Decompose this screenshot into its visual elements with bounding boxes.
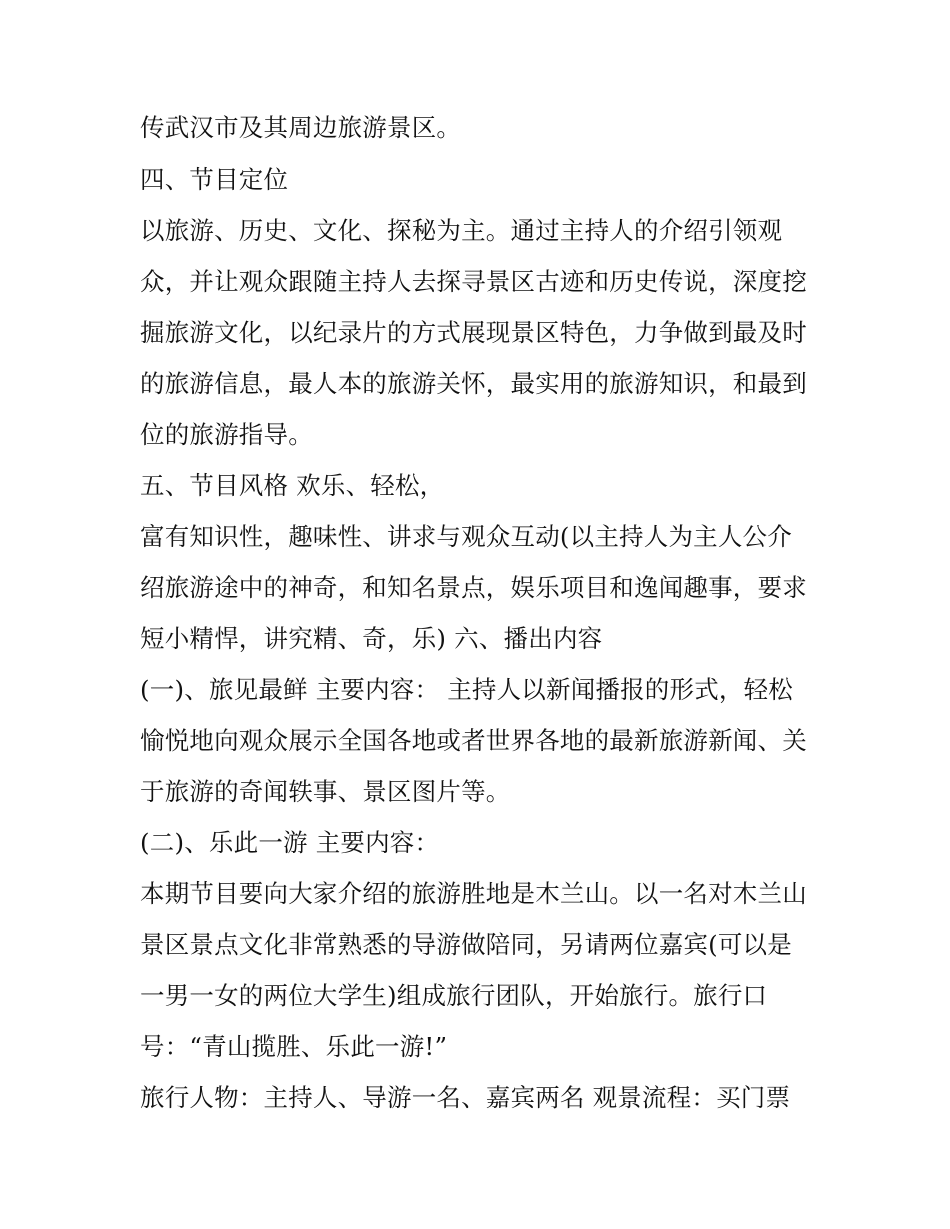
text-line: 掘旅游文化，以纪录片的方式展现景区特色，力争做到最及时 [140,318,807,347]
text-line: 短小精悍，讲究精、奇，乐) 六、播出内容 [140,624,603,653]
text-line: 众，并让观众跟随主持人去探寻景区古迹和历史传说，深度挖 [140,267,807,296]
text-line: 的旅游信息，最人本的旅游关怀，最实用的旅游知识，和最到 [140,369,807,398]
text-line: 愉悦地向观众展示全国各地或者世界各地的最新旅游新闻、关 [140,726,807,755]
text-line: 以旅游、历史、文化、探秘为主。通过主持人的介绍引领观 [140,216,783,245]
text-line: 旅行人物：主持人、导游一名、嘉宾两名 观景流程：买门票 [140,1083,791,1112]
text-line: 景区景点文化非常熟悉的导游做陪同，另请两位嘉宾(可以是 [140,930,792,959]
section-heading: 四、节目定位 [140,165,289,194]
text-line: 绍旅游途中的神奇，和知名景点，娱乐项目和逸闻趣事，要求 [140,573,807,602]
text-line: 号：“青山揽胜、乐此一游!” [140,1032,448,1061]
text-line: (一)、旅见最鲜 主要内容： 主持人以新闻播报的形式，轻松 [140,675,793,704]
text-line: 富有知识性，趣味性、讲求与观众互动(以主持人为主人公介 [140,522,792,551]
text-line: (二)、乐此一游 主要内容： [140,828,440,857]
text-line: 于旅游的奇闻轶事、景区图片等。 [140,777,511,806]
section-heading: 五、节目风格 欢乐、轻松， [140,471,445,500]
text-line: 一男一女的两位大学生)组成旅行团队，开始旅行。旅行口 [140,981,768,1010]
text-line: 位的旅游指导。 [140,420,313,449]
text-line: 本期节目要向大家介绍的旅游胜地是木兰山。以一名对木兰山 [140,879,807,908]
text-line: 传武汉市及其周边旅游景区。 [140,113,462,142]
